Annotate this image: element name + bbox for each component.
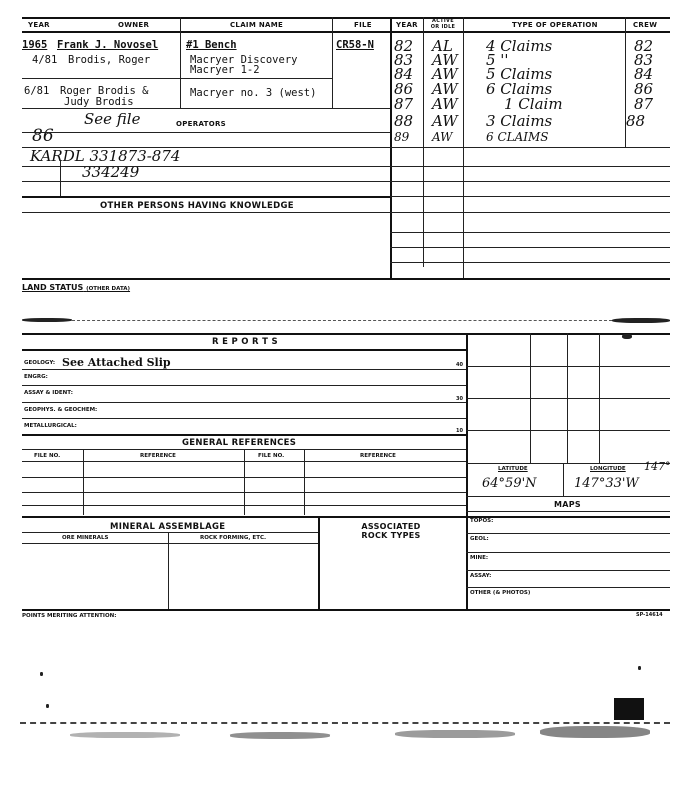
col-file: FILE xyxy=(354,21,372,29)
divider xyxy=(390,232,670,233)
divider xyxy=(390,17,392,279)
op-type: 6 Claims xyxy=(486,80,553,98)
land-status-sub: (OTHER DATA) xyxy=(86,286,131,292)
maps-title: MAPS xyxy=(554,500,581,509)
divider xyxy=(390,196,670,197)
col-active-idle: ACTIVE OR IDLE xyxy=(430,18,456,30)
divider xyxy=(390,212,670,213)
op-crew: 83 xyxy=(634,51,654,69)
engrg-label: ENGRG: xyxy=(24,374,48,380)
divider xyxy=(22,532,318,533)
land-status-label: LAND STATUS xyxy=(22,283,84,292)
divider xyxy=(466,511,670,512)
scan-speck xyxy=(40,672,43,676)
ore-minerals-label: ORE MINERALS xyxy=(62,535,109,541)
op-crew: 88 xyxy=(626,112,646,130)
claim-name-1: #1 Bench xyxy=(186,39,237,51)
assay-label: ASSAY & IDENT: xyxy=(24,390,73,396)
kard-number-2: 334249 xyxy=(82,163,140,181)
op-status: AW xyxy=(432,112,458,130)
maps-assay: ASSAY: xyxy=(470,573,492,579)
op-status: AW xyxy=(432,95,458,113)
divider xyxy=(22,181,390,182)
divider xyxy=(466,366,670,367)
divider xyxy=(466,570,670,571)
operators-note: See file xyxy=(84,110,141,128)
op-status: AW xyxy=(432,65,458,83)
operators-label: OPERATORS xyxy=(176,120,226,128)
divider xyxy=(466,430,670,431)
divider xyxy=(318,516,320,609)
scan-smear xyxy=(230,732,330,739)
col-type-of-operation: TYPE OF OPERATION xyxy=(512,21,598,29)
claim-name-2b: Macryer 1-2 xyxy=(190,64,260,76)
divider xyxy=(168,532,169,609)
divider xyxy=(390,166,670,167)
metallurgical-label: METALLURGICAL: xyxy=(24,423,77,429)
divider xyxy=(390,247,670,248)
op-type: 1 Claim xyxy=(504,95,563,113)
scan-speck xyxy=(638,666,641,670)
divider xyxy=(423,17,424,267)
top-rule xyxy=(22,17,670,19)
owner-year-1: 1965 xyxy=(22,39,48,51)
op-status: AW xyxy=(432,80,458,98)
land-status-heading xyxy=(22,283,130,292)
divider xyxy=(466,463,670,464)
divider xyxy=(22,402,466,403)
divider xyxy=(22,516,670,518)
op-status: AL xyxy=(432,37,453,55)
op-type: 4 Claims xyxy=(486,37,553,55)
op-status: AW xyxy=(432,51,458,69)
divider xyxy=(332,17,333,31)
op-type: 6 CLAIMS xyxy=(486,130,549,144)
divider xyxy=(22,349,466,351)
points-meriting-label: POINTS MERITING ATTENTION: xyxy=(22,613,117,619)
metallurgical-num: 10 xyxy=(456,428,463,434)
geology-value: See Attached Slip xyxy=(62,356,171,369)
divider xyxy=(466,533,670,534)
divider xyxy=(22,108,390,109)
col-year2: YEAR xyxy=(396,21,418,29)
divider xyxy=(563,463,564,496)
divider xyxy=(22,132,390,133)
claim-name-2: Macryer Discovery xyxy=(190,54,298,66)
maps-topos: TOPOS: xyxy=(470,518,494,524)
op-year: 89 xyxy=(394,130,410,144)
owner-year-3: 6/81 xyxy=(24,85,50,97)
op-year: 82 xyxy=(394,37,414,55)
other-persons-label: OTHER PERSONS HAVING KNOWLEDGE xyxy=(100,201,294,211)
scan-smear xyxy=(622,334,632,339)
owner-name-1: Frank J. Novosel xyxy=(57,39,159,51)
general-references-title: GENERAL REFERENCES xyxy=(182,438,297,448)
divider xyxy=(390,147,670,148)
mineral-assemblage-title: MINERAL ASSEMBLAGE xyxy=(110,522,226,532)
divider xyxy=(22,212,390,213)
owner-name-2: Brodis, Roger xyxy=(68,54,151,66)
divider xyxy=(22,78,332,79)
divider xyxy=(463,17,464,279)
ref-reference-2: REFERENCE xyxy=(360,453,396,459)
divider xyxy=(390,181,670,182)
scan-speck xyxy=(46,704,49,708)
longitude-label: LONGITUDE xyxy=(590,466,626,472)
reports-title: R E P O R T S xyxy=(212,337,278,347)
divider xyxy=(22,543,318,544)
longitude-extra: 147° xyxy=(644,460,671,473)
divider xyxy=(72,320,612,321)
file-1: CR58-N xyxy=(336,39,374,51)
divider xyxy=(22,333,670,335)
divider xyxy=(22,196,390,198)
maps-other: OTHER (& PHOTOS) xyxy=(470,590,531,596)
divider xyxy=(22,609,670,611)
op-type: 5 Claims xyxy=(486,65,553,83)
scan-smear xyxy=(612,318,670,323)
divider xyxy=(22,434,466,436)
scan-smear xyxy=(540,726,650,738)
header-bottom-rule xyxy=(22,31,670,33)
geology-label: GEOLOGY: xyxy=(24,360,56,366)
divider xyxy=(466,496,670,497)
owner-year-2: 4/81 xyxy=(32,54,58,66)
scan-smear xyxy=(395,730,515,738)
op-year: 83 xyxy=(394,51,414,69)
divider xyxy=(22,477,466,478)
op-year: 86 xyxy=(394,80,414,98)
divider xyxy=(22,369,466,370)
op-type: 5 '' xyxy=(486,51,509,69)
divider xyxy=(332,31,333,108)
divider xyxy=(22,418,466,419)
kard-number-1: KARDL 331873-874 xyxy=(30,147,181,165)
divider xyxy=(20,722,670,724)
assay-num: 30 xyxy=(456,396,463,402)
op-year: 88 xyxy=(394,112,414,130)
form-id: SP-14614 xyxy=(636,612,663,618)
col-crew: CREW xyxy=(633,21,658,29)
geology-num: 40 xyxy=(456,362,463,368)
divider xyxy=(60,160,61,196)
op-crew: 86 xyxy=(634,80,654,98)
op-crew: 82 xyxy=(634,37,654,55)
scan-block xyxy=(614,698,644,720)
ref-file-no: FILE NO. xyxy=(34,453,61,459)
ref-reference: REFERENCE xyxy=(140,453,176,459)
divider xyxy=(180,17,181,31)
op-status: AW xyxy=(432,130,453,144)
latitude-value: 64°59'N xyxy=(482,476,537,491)
col-owner: OWNER xyxy=(118,21,150,29)
claim-name-3: Macryer no. 3 (west) xyxy=(190,87,317,99)
divider xyxy=(22,166,390,167)
owner-name-3b: Judy Brodis xyxy=(64,96,134,108)
latitude-label: LATITUDE xyxy=(498,466,528,472)
geophys-label: GEOPHYS. & GEOCHEM: xyxy=(24,407,98,413)
op-crew: 84 xyxy=(634,65,654,83)
col-year: YEAR xyxy=(28,21,50,29)
divider xyxy=(466,552,670,553)
owner-name-3: Roger Brodis & xyxy=(60,85,149,97)
op-crew: 87 xyxy=(634,95,654,113)
op-type: 3 Claims xyxy=(486,112,553,130)
maps-mine: MINE: xyxy=(470,555,489,561)
scan-smear xyxy=(22,318,72,322)
divider xyxy=(22,278,670,280)
rock-forming-label: ROCK FORMING, ETC. xyxy=(200,535,267,541)
op-year: 84 xyxy=(394,65,414,83)
divider xyxy=(390,262,670,263)
col-claim-name: CLAIM NAME xyxy=(230,21,284,29)
divider xyxy=(466,333,468,609)
associated-rock-types-label: ASSOCIATED ROCK TYPES xyxy=(361,522,421,540)
maps-geol: GEOL: xyxy=(470,536,489,542)
ref-file-no-2: FILE NO. xyxy=(258,453,285,459)
operators-year: 86 xyxy=(32,126,54,146)
divider xyxy=(466,587,670,588)
divider xyxy=(180,31,181,108)
longitude-value: 147°33'W xyxy=(574,476,639,491)
divider xyxy=(22,492,466,493)
divider xyxy=(22,505,466,506)
divider xyxy=(22,385,466,386)
divider xyxy=(466,398,670,399)
scan-smear xyxy=(70,732,180,738)
op-year: 87 xyxy=(394,95,414,113)
